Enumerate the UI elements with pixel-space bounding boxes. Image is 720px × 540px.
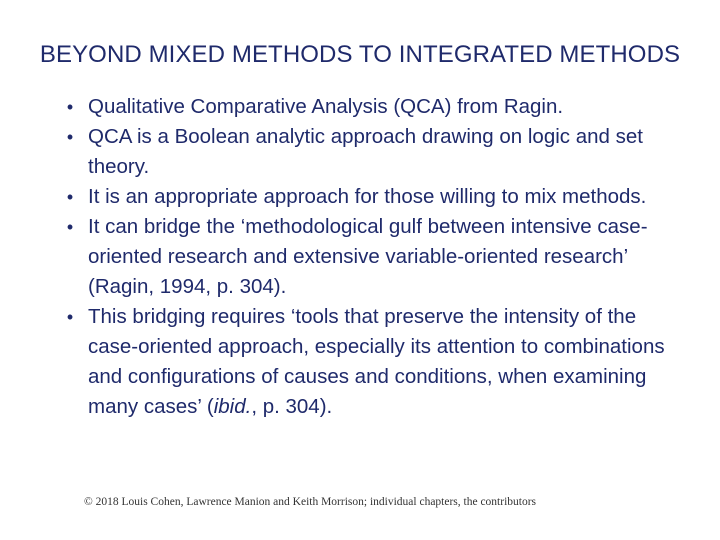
bullet-text: This bridging requires ‘tools that preserve the intensity of the case-oriented approach, especially its attention to combinations and configurations of causes and conditions, when examining many cases’ ( bbox=[88, 305, 665, 418]
bullet-text: Qualitative Comparative Analysis (QCA) from Ragin. bbox=[88, 95, 564, 118]
bullet-text-end: , p. 304). bbox=[251, 395, 333, 418]
bullet-text: It is an appropriate approach for those willing to mix methods. bbox=[88, 185, 647, 208]
bullet-dot-icon: • bbox=[66, 217, 74, 237]
bullet-item bbox=[60, 122, 680, 182]
bullet-item bbox=[60, 182, 680, 212]
bullet-text: It can bridge the ‘methodological gulf between intensive case-oriented research and extensive variable-oriented research’ (Ragin, 1994, p. 304). bbox=[88, 215, 648, 298]
bullet-item bbox=[60, 212, 680, 302]
bullet-dot-icon: • bbox=[66, 187, 74, 207]
slide-title: BEYOND MIXED METHODS TO INTEGRATED METHODS bbox=[39, 41, 681, 68]
bullet-item bbox=[60, 92, 680, 122]
bullet-item bbox=[60, 302, 680, 422]
bullet-text: QCA is a Boolean analytic approach drawing on logic and set theory. bbox=[88, 125, 643, 178]
copyright-footer: © 2018 Louis Cohen, Lawrence Manion and Keith Morrison; individual chapters, the contributors bbox=[84, 496, 537, 508]
bullet-dot-icon: • bbox=[66, 307, 74, 327]
bullet-dot-icon: • bbox=[66, 97, 74, 117]
bullet-text-italic: ibid. bbox=[213, 395, 252, 418]
bullet-list bbox=[60, 92, 680, 422]
bullet-dot-icon: • bbox=[66, 127, 74, 147]
